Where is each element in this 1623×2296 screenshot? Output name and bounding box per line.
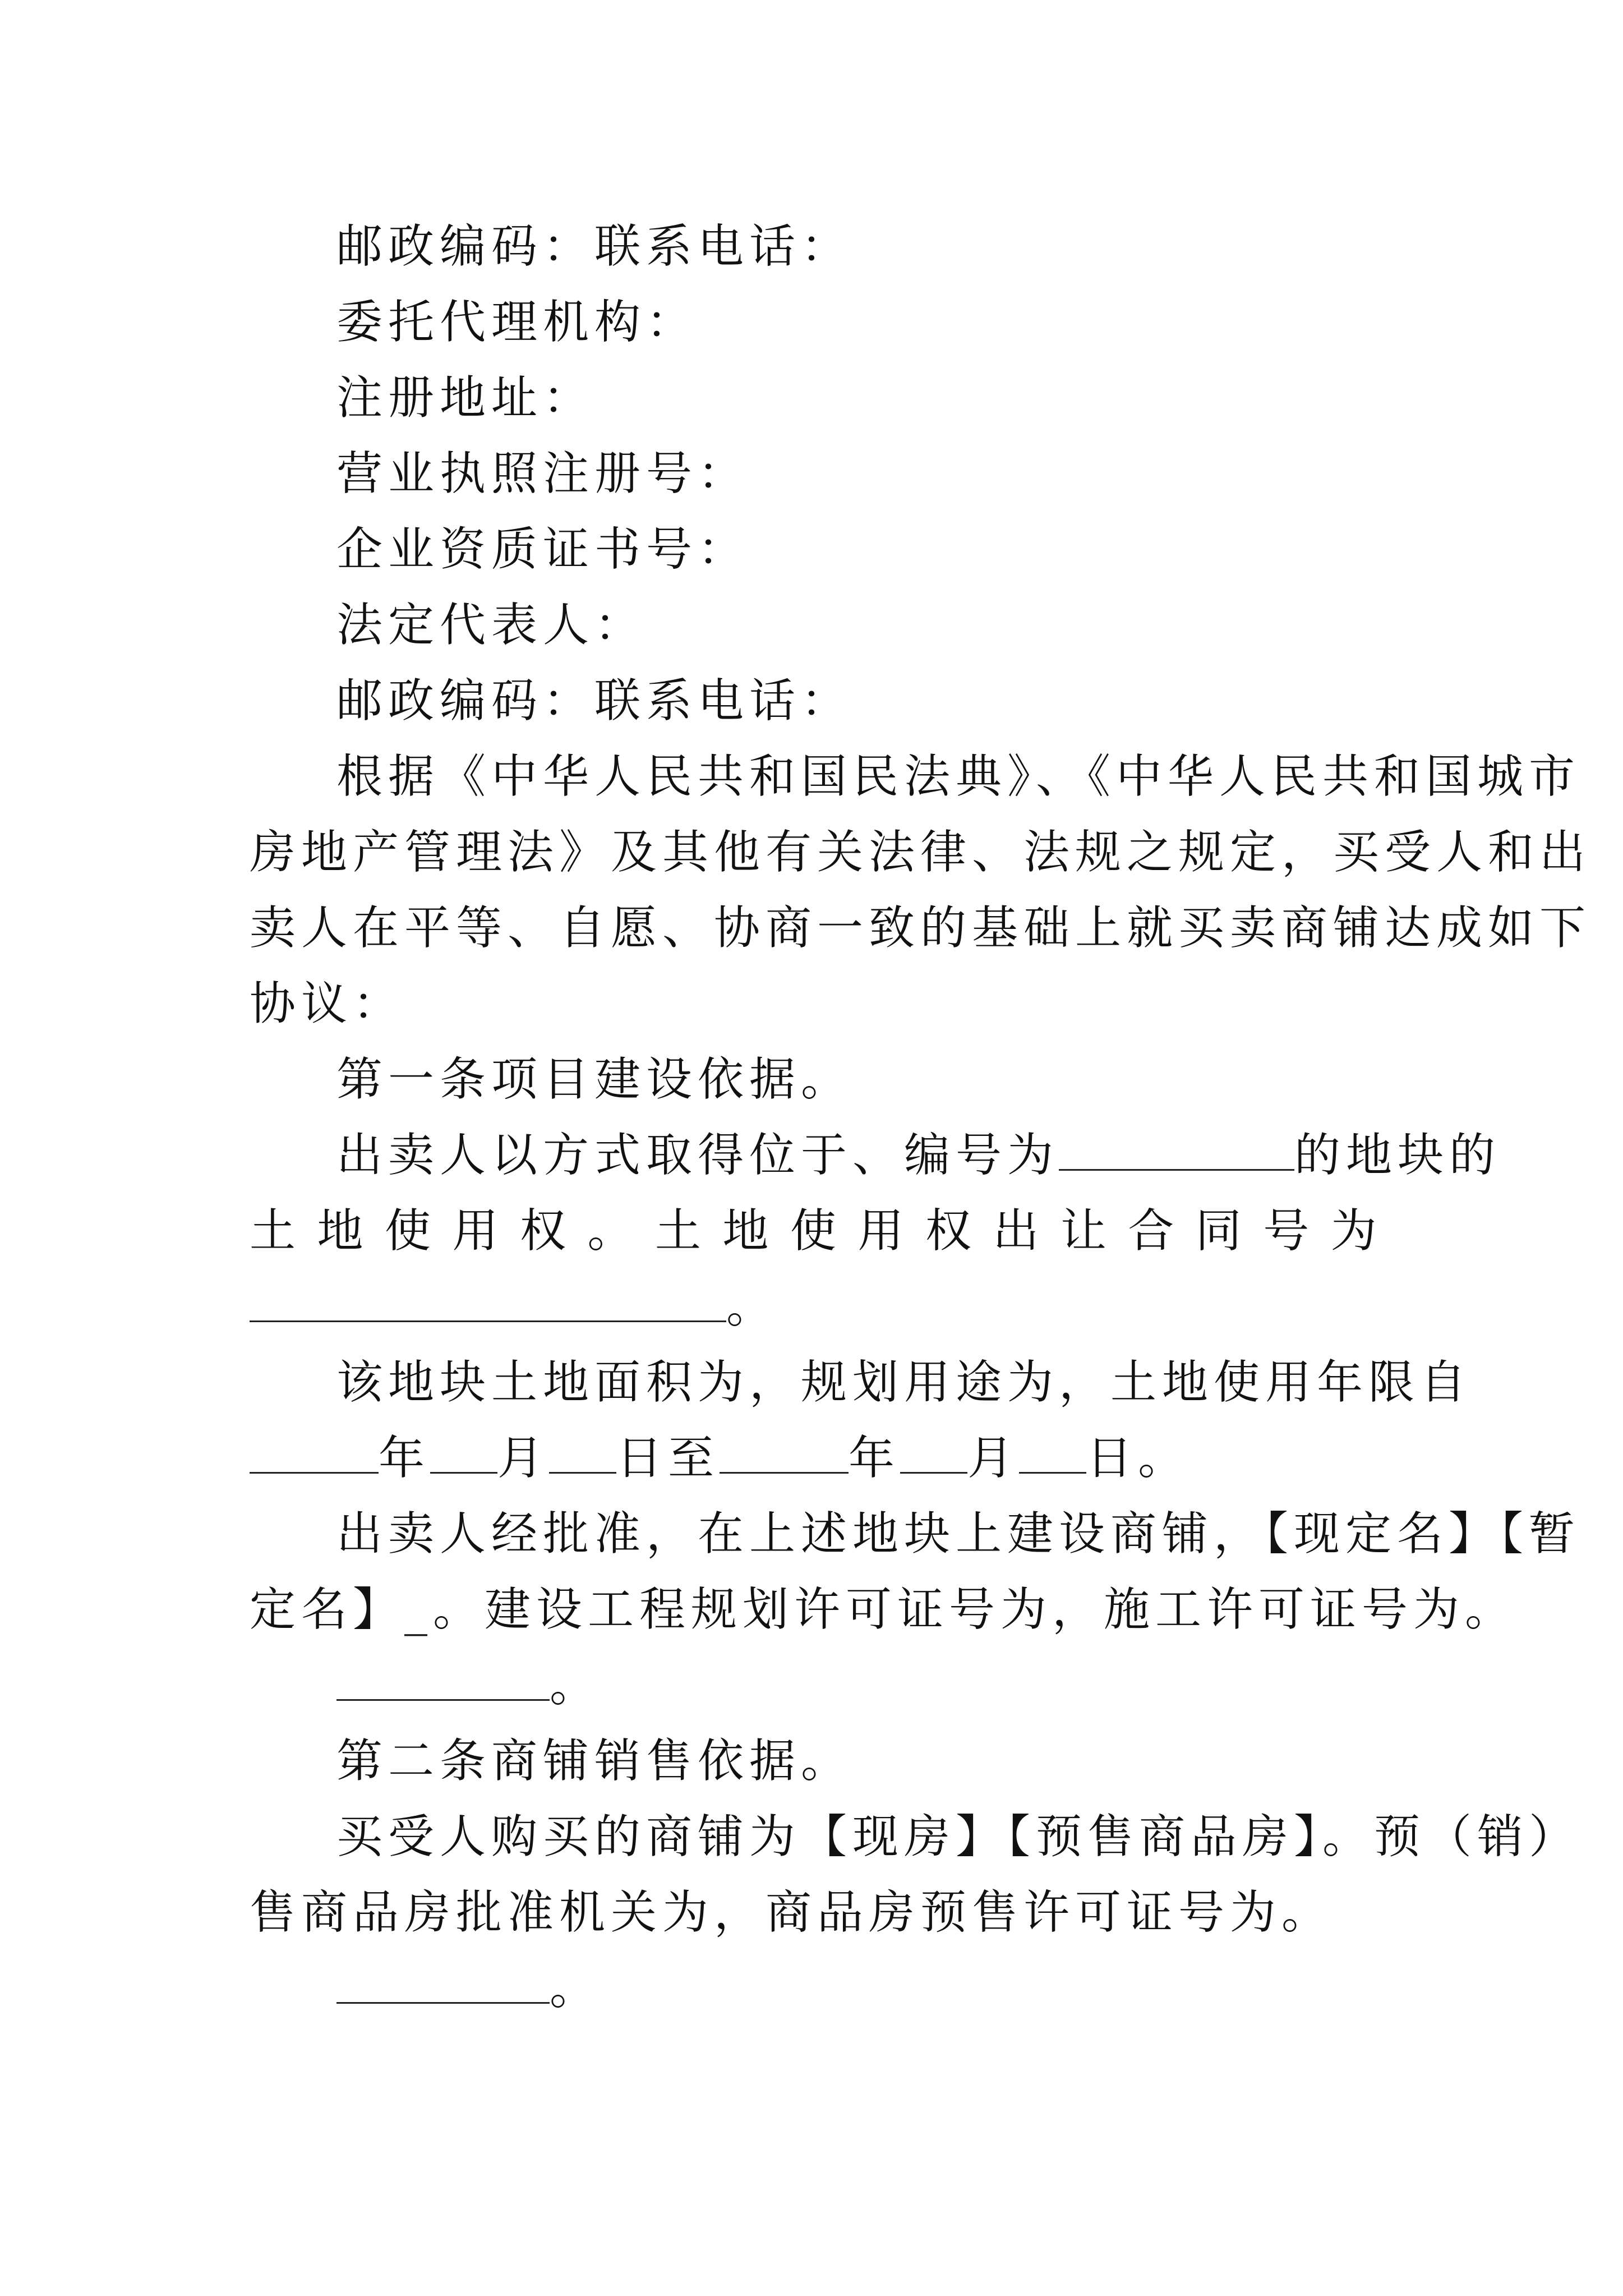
land-term-dates-line: [250, 1430, 1377, 1487]
justified-char: 地: [722, 1204, 769, 1258]
approval-line-1: 出卖人经批准，在上述地块上建设商铺，【现定名】【暂: [336, 1507, 1581, 1561]
end-month-blank[interactable]: [900, 1432, 967, 1474]
article-2-para-line-1: 买受人购买的商铺为【现房】【预售商品房】。预（销）: [336, 1810, 1581, 1864]
qualification-cert-line: 企业资质证书号：: [336, 523, 750, 576]
article-1-para-1-line-3: [250, 1279, 1377, 1335]
end-year-label: 年: [849, 1432, 901, 1485]
article-1-para-1-line-2: [250, 1203, 1377, 1259]
postal-phone-line-2: 邮政编码：联系电话：: [336, 674, 853, 728]
preamble-line-3: 卖人在平等、自愿、协商一致的基础上就买卖商铺达成如下: [250, 901, 1592, 955]
approval-line-2: 定名】_。建设工程规划许可证号为，施工许可证号为。: [250, 1583, 1517, 1636]
postal-phone-line-1: 邮政编码：联系电话：: [336, 220, 853, 273]
contract-number-blank[interactable]: [250, 1280, 726, 1322]
contract-number-period: 。: [726, 1280, 778, 1333]
justified-char: 合: [1128, 1204, 1174, 1258]
justified-char: 用: [452, 1204, 499, 1258]
preamble-line-4: 协议：: [250, 977, 405, 1030]
justified-char: 使: [790, 1204, 836, 1258]
justified-char: 号: [1263, 1204, 1310, 1258]
article-1-heading: 第一条项目建设依据。: [336, 1053, 853, 1106]
justified-char: 。: [587, 1204, 634, 1258]
justified-char: 土: [250, 1204, 296, 1258]
justified-char: 让: [1060, 1204, 1106, 1258]
presale-permit-blank-line: [336, 1961, 1377, 2017]
article-2-heading: 第二条商铺销售依据。: [336, 1734, 853, 1788]
justified-char: 为: [1330, 1204, 1377, 1258]
start-month-blank[interactable]: [430, 1432, 497, 1474]
land-area-line: 该地块土地面积为，规划用途为，土地使用年限自: [336, 1356, 1472, 1409]
justified-char: 出: [993, 1204, 1039, 1258]
construction-permit-blank[interactable]: [336, 1659, 550, 1701]
start-year-label: 年: [379, 1432, 431, 1485]
preamble-line-1: 根据《中华人民共和国民法典》、《中华人民共和国城市: [336, 750, 1581, 803]
justified-char: 权: [925, 1204, 971, 1258]
construction-permit-period: 。: [550, 1659, 602, 1712]
parcel-number-blank[interactable]: [1059, 1129, 1294, 1171]
justified-char: 用: [857, 1204, 904, 1258]
justified-char: 土: [654, 1204, 701, 1258]
start-year-blank[interactable]: [250, 1432, 379, 1474]
end-month-label: 月: [967, 1432, 1020, 1485]
justified-char: 使: [384, 1204, 431, 1258]
parcel-suffix-text: 的地块的: [1294, 1129, 1501, 1182]
presale-permit-blank[interactable]: [336, 1962, 550, 2004]
justified-char: 地: [317, 1204, 363, 1258]
business-license-line: 营业执照注册号：: [336, 447, 750, 500]
justified-char: 同: [1195, 1204, 1242, 1258]
start-month-label: 月: [497, 1432, 550, 1485]
end-day-blank[interactable]: [1019, 1432, 1086, 1474]
end-year-blank[interactable]: [720, 1432, 849, 1474]
start-day-label: 日至: [616, 1432, 720, 1485]
justified-char: 权: [519, 1204, 566, 1258]
registered-address-line: 注册地址：: [336, 371, 595, 425]
article-2-para-line-2: 售商品房批准机关为，商品房预售许可证号为。: [250, 1886, 1334, 1939]
article-1-para-1-line-1: [336, 1128, 1501, 1184]
legal-rep-line: 法定代表人：: [336, 599, 647, 652]
agent-agency-line: 委托代理机构：: [336, 296, 698, 349]
presale-permit-period: 。: [550, 1962, 602, 2015]
end-day-label: 日。: [1086, 1432, 1190, 1485]
preamble-line-2: 房地产管理法》及其他有关法律、法规之规定，买受人和出: [250, 826, 1592, 879]
start-day-blank[interactable]: [549, 1432, 616, 1474]
land-acquisition-text: 出卖人以方式取得位于、编号为: [336, 1129, 1059, 1182]
construction-permit-blank-line: [336, 1658, 1377, 1714]
